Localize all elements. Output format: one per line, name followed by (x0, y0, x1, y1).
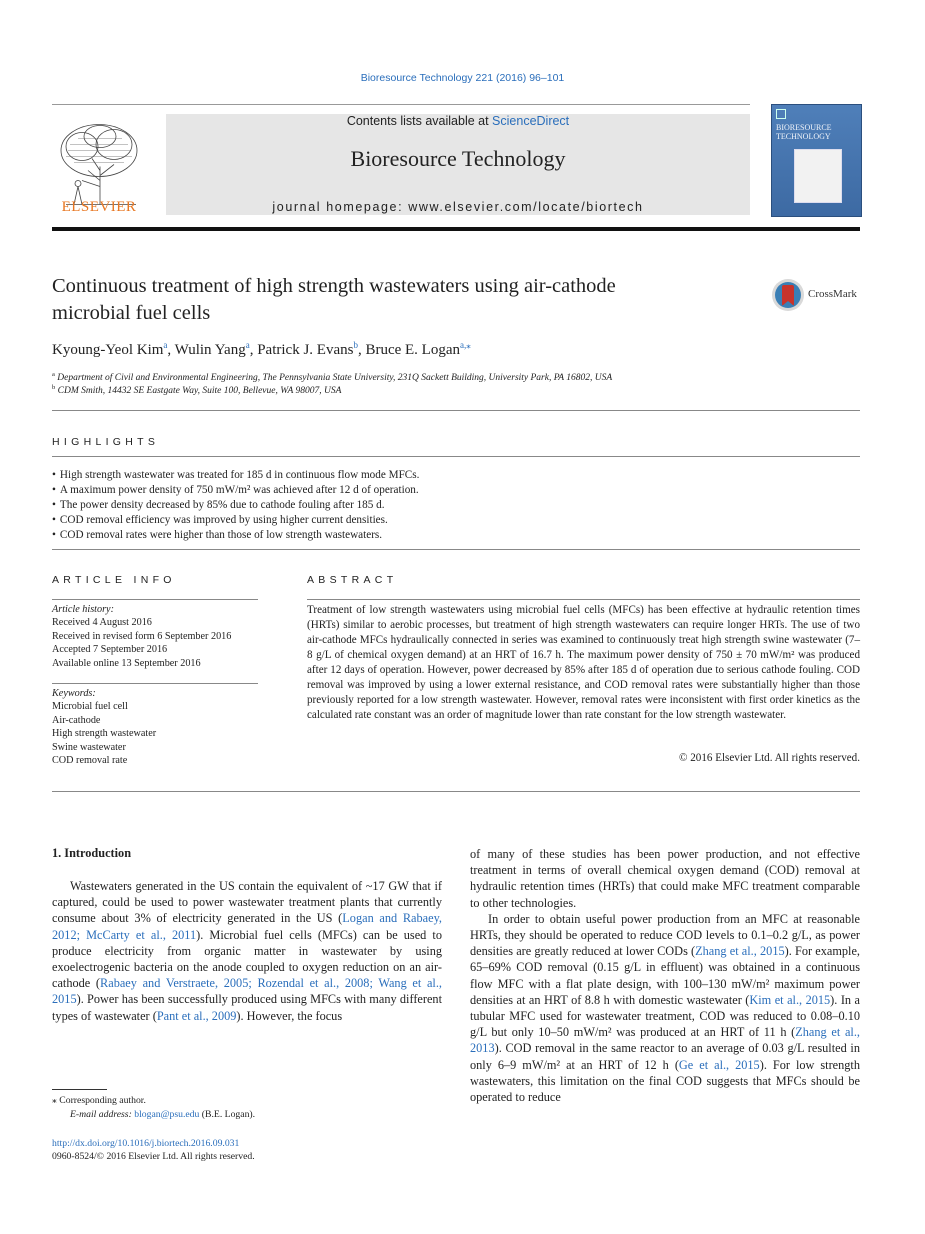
sciencedirect-link[interactable]: ScienceDirect (492, 114, 570, 128)
abstract-text: Treatment of low strength wastewaters using microbial fuel cells (MFCs) has been effective at hydraulic retention times (HRTs) similar to aerobic processes, but treatment of high strength wastewaters can require longer HRTs. The use of two air-cathode MFCs hydraulically connected in series was examined to continuously treat high strength swine wastewater (7–8 g/L of chemical oxygen demand) at an HRT of 16.7 h. The maximum power density of 750 ± 70 mW/m² was produced after 12 days of operation. However, power decreased by 85% after 185 d of operation due to serious cathode fouling. COD removal was improved by using a lower external resistance, and COD removal rates were substantially higher than those previously reported for a low strength wastewater. However, removal rates were inconsistent with first order kinetics as the calculated rate constant was an order of magnitude lower than rate constant for the low strength wastewater. (307, 604, 860, 721)
intro-right-column (470, 846, 860, 1105)
citation-link[interactable]: Zhang et al., 2015 (695, 944, 785, 959)
paragraph-text: ). For example, 65–69% COD removal (0.15 g/L in effluent) was obtained in a continuous flow MFC with a flat plate design, with 100–130 mW/m² maximum power densities at an HRT of 8.8 h with domestic wastewater ( (470, 944, 860, 1007)
section-rule (52, 791, 860, 792)
author-name[interactable]: Bruce E. Logan (365, 342, 461, 358)
journal-citation[interactable]: Bioresource Technology 221 (2016) 96–101 (360, 72, 565, 84)
highlight-item: • COD removal rates were higher than those of low strength wastewaters. (52, 528, 419, 543)
section-rule (52, 410, 860, 411)
highlight-item: • High strength wastewater was treated for 185 d in continuous flow mode MFCs. (52, 468, 419, 483)
article-history (52, 603, 231, 670)
affiliation-text: Department of Civil and Environmental Engineering, The Pennsylvania State University, 231Q Sackett Building, University Park, PA 16802, USA (57, 373, 613, 384)
journal-homepage[interactable]: journal homepage: www.elsevier.com/locate/biortech (272, 200, 644, 214)
history-entry: Received 4 August 2016 (52, 617, 152, 629)
author-list: Kyoung-Yeol Kim$^a$, Wulin Yang$^a$, Patrick J. Evans$^b$, Bruce E. Logan$^{a,⁎}$ (52, 340, 471, 358)
citation-link[interactable]: Rabaey and Verstraete, 2005; Rozendal et al., 2008; Wang et al., 2015 (52, 976, 442, 1007)
keywords-label: Keywords: (52, 688, 96, 699)
paragraph-text: Wastewaters generated in the US contain the equivalent of ~17 GW that if captured, could be used to power wastewater treatment plants that currently consume about 3% of electricity generated in the US ( (52, 879, 442, 926)
keyword: Swine wastewater (52, 741, 126, 753)
title-line-2: microbial fuel cells (52, 302, 211, 324)
highlights-list (52, 468, 419, 543)
keyword: Air-cathode (52, 714, 101, 726)
author-affil-mark[interactable]: a (245, 340, 250, 350)
highlights-heading: HIGHLIGHTS (52, 436, 160, 448)
paragraph-text: In order to obtain useful power production from an MFC at reasonable HRTs, they should be operated to reduce COD levels to 0.1–0.2 g/L, as power densities are greatly reduced at lower CODs ( (470, 911, 860, 959)
keyword: COD removal rate (52, 755, 128, 767)
history-entry: Available online 13 September 2016 (52, 657, 201, 669)
keyword: High strength wastewater (52, 728, 157, 740)
contents-prefix: Contents lists available at (346, 114, 493, 128)
paragraph-text: ). For low strength wastewaters, this limitation on the final COD suggests that MFCs should be operated to reduce (470, 1057, 860, 1105)
crossmark-button[interactable] (771, 278, 863, 312)
header-thick-rule (52, 227, 860, 231)
paragraph-text: ). In a tubular MFC used for wastewater treatment, COD was reduced to 0.08–0.10 g/L but only 10–50 mW/m² was produced at an HRT of 11 h ( (470, 992, 861, 1040)
intro-paragraph (470, 911, 860, 1105)
journal-name: Bioresource Technology (350, 146, 566, 171)
affiliation-mark: b (52, 384, 56, 391)
citation-link[interactable]: Kim et al., 2015 (749, 992, 831, 1007)
keyword: Microbial fuel cell (52, 701, 128, 713)
cover-title: BIORESOURCE TECHNOLOGY (776, 123, 832, 141)
affiliation (52, 371, 612, 383)
author-affil-mark[interactable]: b (353, 340, 358, 350)
citation-link[interactable]: Zhang et al., 2013 (470, 1025, 860, 1056)
issn-copyright: 0960-8524/© 2016 Elsevier Ltd. All rights reserved. (52, 1151, 255, 1162)
email-note (70, 1108, 255, 1121)
abstract-heading: ABSTRACT (307, 574, 398, 586)
journal-cover-image (771, 104, 862, 217)
title-line-1: Continuous treatment of high strength wastewaters using air-cathode (52, 275, 616, 297)
crossmark-label: CrossMark (808, 288, 857, 300)
article-title (52, 273, 752, 327)
cover-emblem (776, 109, 786, 119)
header-rule (52, 104, 750, 105)
author-affil-mark[interactable]: a (163, 340, 168, 350)
intro-paragraph (470, 846, 860, 911)
publisher-name: ELSEVIER (61, 199, 137, 215)
crossmark-icon (771, 278, 805, 312)
contents-line (166, 114, 750, 128)
cover-figure (794, 149, 842, 203)
article-history-label: Article history: (52, 604, 114, 615)
affiliation (52, 384, 341, 396)
section-rule (52, 456, 860, 457)
paragraph-text: ). However, the focus (236, 1008, 343, 1023)
footnote-rule (52, 1089, 107, 1090)
affiliation-mark: a (52, 371, 55, 378)
intro-paragraph (52, 878, 442, 1024)
section-rule (52, 599, 258, 600)
author-name[interactable]: Patrick J. Evans (257, 342, 354, 358)
citation-link[interactable]: Ge et al., 2015 (678, 1057, 760, 1072)
paragraph-text: ). Power has been successfully produced using MFCs with many different types of wastewater ( (52, 992, 442, 1023)
author-affil-mark[interactable]: a,⁎ (460, 340, 471, 350)
email-label: E-mail address: (70, 1109, 135, 1120)
intro-left-column (52, 878, 442, 1024)
doi-link[interactable]: http://dx.doi.org/10.1016/j.biortech.2016.09.031 (52, 1138, 240, 1149)
abstract-copyright: © 2016 Elsevier Ltd. All rights reserved. (679, 752, 860, 764)
highlight-item: • COD removal efficiency was improved by using higher current densities. (52, 513, 419, 528)
introduction-heading: 1. Introduction (52, 846, 132, 860)
history-entry: Accepted 7 September 2016 (52, 644, 168, 656)
section-rule (307, 599, 860, 600)
highlight-item: • A maximum power density of 750 mW/m² was achieved after 12 d of operation. (52, 483, 419, 498)
paragraph-text: ). Microbial fuel cells (MFCs) can be used to produce electricity from organic matter in wastewater by using exoelectrogenic bacteria on the anode coupled to oxygen reduction on an air-cathode ( (52, 927, 442, 991)
author-name[interactable]: Kyoung-Yeol Kim (52, 342, 164, 358)
history-entry: Received in revised form 6 September 2016 (52, 630, 232, 642)
citation-link[interactable]: Pant et al., 2009 (156, 1008, 237, 1023)
corresponding-author-note: ⁎ Corresponding author. (52, 1095, 146, 1106)
author-name[interactable]: Wulin Yang (174, 342, 246, 358)
citation-link[interactable]: Logan and Rabaey, 2012; McCarty et al., 2011 (52, 911, 443, 942)
email-suffix: (B.E. Logan). (199, 1109, 256, 1120)
article-info-heading: ARTICLE INFO (52, 574, 176, 586)
highlight-item: • The power density decreased by 85% due to cathode fouling after 185 d. (52, 498, 419, 513)
section-rule (52, 683, 258, 684)
keywords (52, 687, 156, 767)
paragraph-text: of many of these studies has been power production, and not effective treatment in terms of overall chemical oxygen demand (COD) removal at hydraulic retention times (HRTs) that could make MFC treatment comparable to other technologies. (470, 847, 860, 910)
section-rule (52, 549, 860, 550)
email-link[interactable]: blogan@psu.edu (134, 1109, 200, 1120)
affiliation-text: CDM Smith, 14432 SE Eastgate Way, Suite 100, Bellevue, WA 98007, USA (57, 386, 342, 397)
paragraph-text: ). COD removal in the same reactor to an average of 0.03 g/L resulted in only 6–9 mW/m² at an HRT of 12 h ( (470, 1041, 860, 1072)
